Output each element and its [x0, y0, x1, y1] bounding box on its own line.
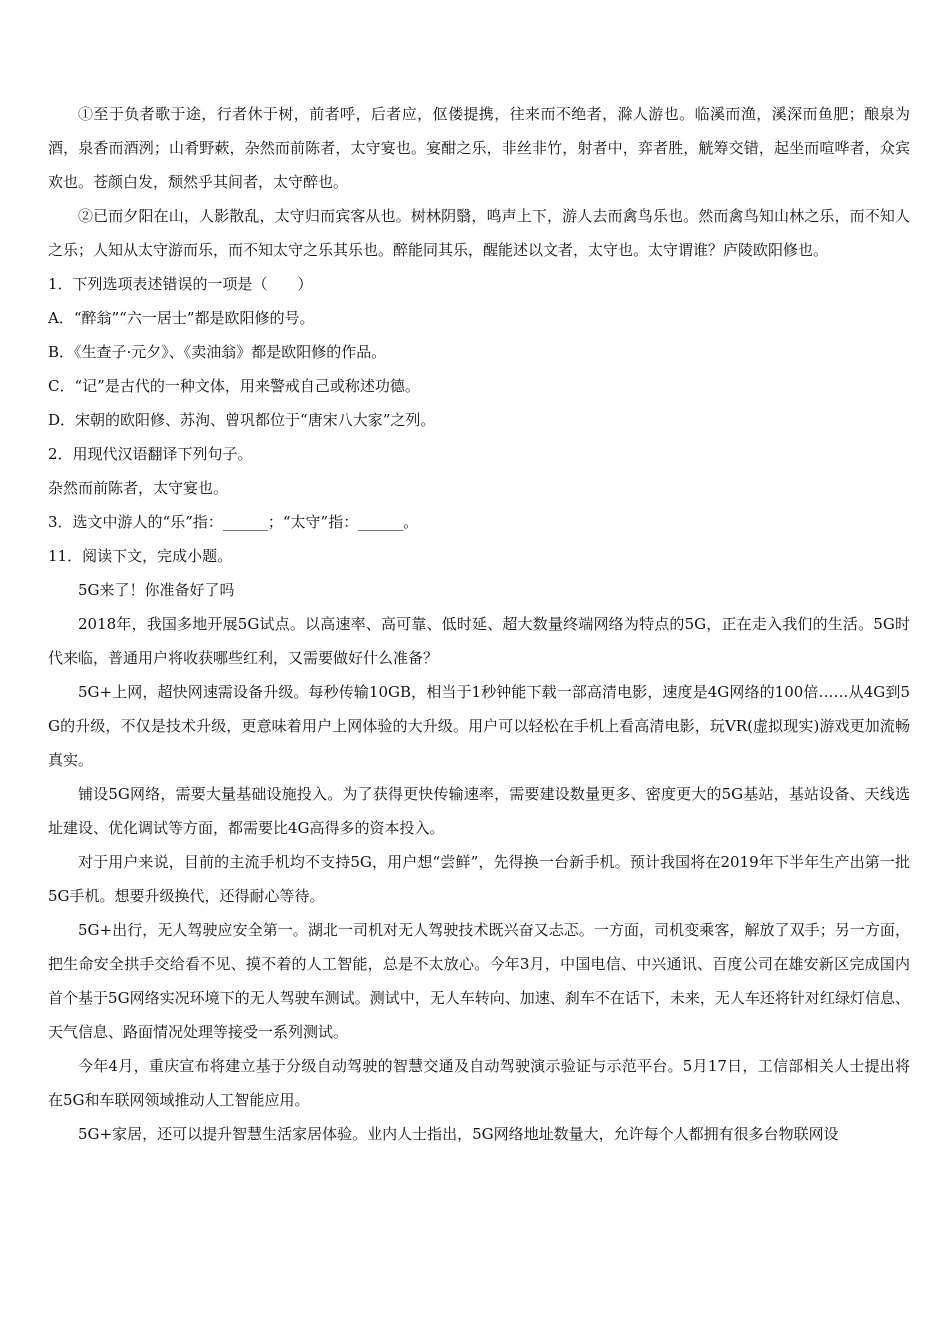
- passage1-paragraph-2: ②已而夕阳在山，人影散乱，太守归而宾客从也。树林阴翳，鸣声上下，游人去而禽鸟乐也。然而禽鸟知山林之乐，而不知人之乐；人知从太守游而乐，而不知太守之乐其乐也。醉能同其乐，醒能述以文者，太守也。太守谓谁？庐陵欧阳修也。: [48, 207, 910, 259]
- passage2-paragraph: 铺设5G网络，需要大量基础设施投入。为了获得更快传输速率，需要建设数量更多、密度更大的5G基站，基站设备、天线选址建设、优化调试等方面，都需要比4G高得多的资本投入。: [48, 785, 910, 837]
- passage1-paragraph-1: ①至于负者歌于途，行者休于树，前者呼，后者应，伛偻提携，往来而不绝者，滁人游也。临溪而渔，溪深而鱼肥；酿泉为酒，泉香而酒洌；山肴野蔌，杂然而前陈者，太守宴也。宴酣之乐，非丝非竹，射者中，弈者胜，觥筹交错，起坐而喧哗者，众宾欢也。苍颜白发，颓然乎其间者，太守醉也。: [48, 105, 910, 191]
- passage2-paragraph: 5G+上网，超快网速需设备升级。每秒传输10GB，相当于1秒钟能下载一部高清电影，速度是4G网络的100倍……从4G到5G的升级，不仅是技术升级，更意味着用户上网体验的大升级。用户可以轻松在手机上看高清电影，玩VR(虚拟现实)游戏更加流畅真实。: [48, 683, 910, 769]
- question-2: 2．用现代汉语翻译下列句子。: [48, 445, 253, 463]
- document-page: [48, 97, 910, 1151]
- option-d: D．宋朝的欧阳修、苏洵、曾巩都位于“唐宋八大家”之列。: [48, 411, 436, 429]
- passage2-paragraph: 对于用户来说，目前的主流手机均不支持5G，用户想“尝鲜”，先得换一台新手机。预计我国将在2019年下半年生产出第一批5G手机。想要升级换代，还得耐心等待。: [48, 853, 910, 905]
- question-11: 11．阅读下文，完成小题。: [48, 547, 233, 565]
- passage2-paragraph: 今年4月，重庆宣布将建立基于分级自动驾驶的智慧交通及自动驾驶演示验证与示范平台。5月17日，工信部相关人士提出将在5G和车联网领域推动人工智能应用。: [48, 1057, 910, 1109]
- option-a: A．“醉翁”“六一居士”都是欧阳修的号。: [48, 309, 315, 327]
- passage2-paragraph: 5G+家居，还可以提升智慧生活家居体验。业内人士指出，5G网络地址数量大，允许每个人都拥有很多台物联网设: [78, 1125, 839, 1143]
- translate-sentence: 杂然而前陈者，太守宴也。: [48, 479, 229, 497]
- option-c: C．“记”是古代的一种文体，用来警戒自己或称述功德。: [48, 377, 420, 395]
- passage2-title: 5G来了！你准备好了吗: [78, 581, 235, 599]
- passage2-paragraph: 5G+出行，无人驾驶应安全第一。湖北一司机对无人驾驶技术既兴奋又忐忑。一方面，司机变乘客，解放了双手；另一方面，把生命安全拱手交给看不见、摸不着的人工智能，总是不太放心。今年3月，中国电信、中兴通讯、百度公司在雄安新区完成国内首个基于5G网络实况环境下的无人驾驶车测试。测试中，无人车转向、加速、刹车不在话下，未来，无人车还将针对红绿灯信息、天气信息、路面情况处理等接受一系列测试。: [48, 921, 910, 1041]
- question-1: 1．下列选项表述错误的一项是（ ）: [48, 275, 313, 293]
- option-b: B．《生查子·元夕》、《卖油翁》都是欧阳修的作品。: [48, 343, 387, 361]
- question-3: 3．选文中游人的“乐”指：______；“太守”指：______。: [48, 513, 419, 531]
- passage2-paragraph: 2018年，我国多地开展5G试点。以高速率、高可靠、低时延、超大数量终端网络为特点的5G，正在走入我们的生活。5G时代来临，普通用户将收获哪些红利，又需要做好什么准备？: [48, 615, 910, 667]
